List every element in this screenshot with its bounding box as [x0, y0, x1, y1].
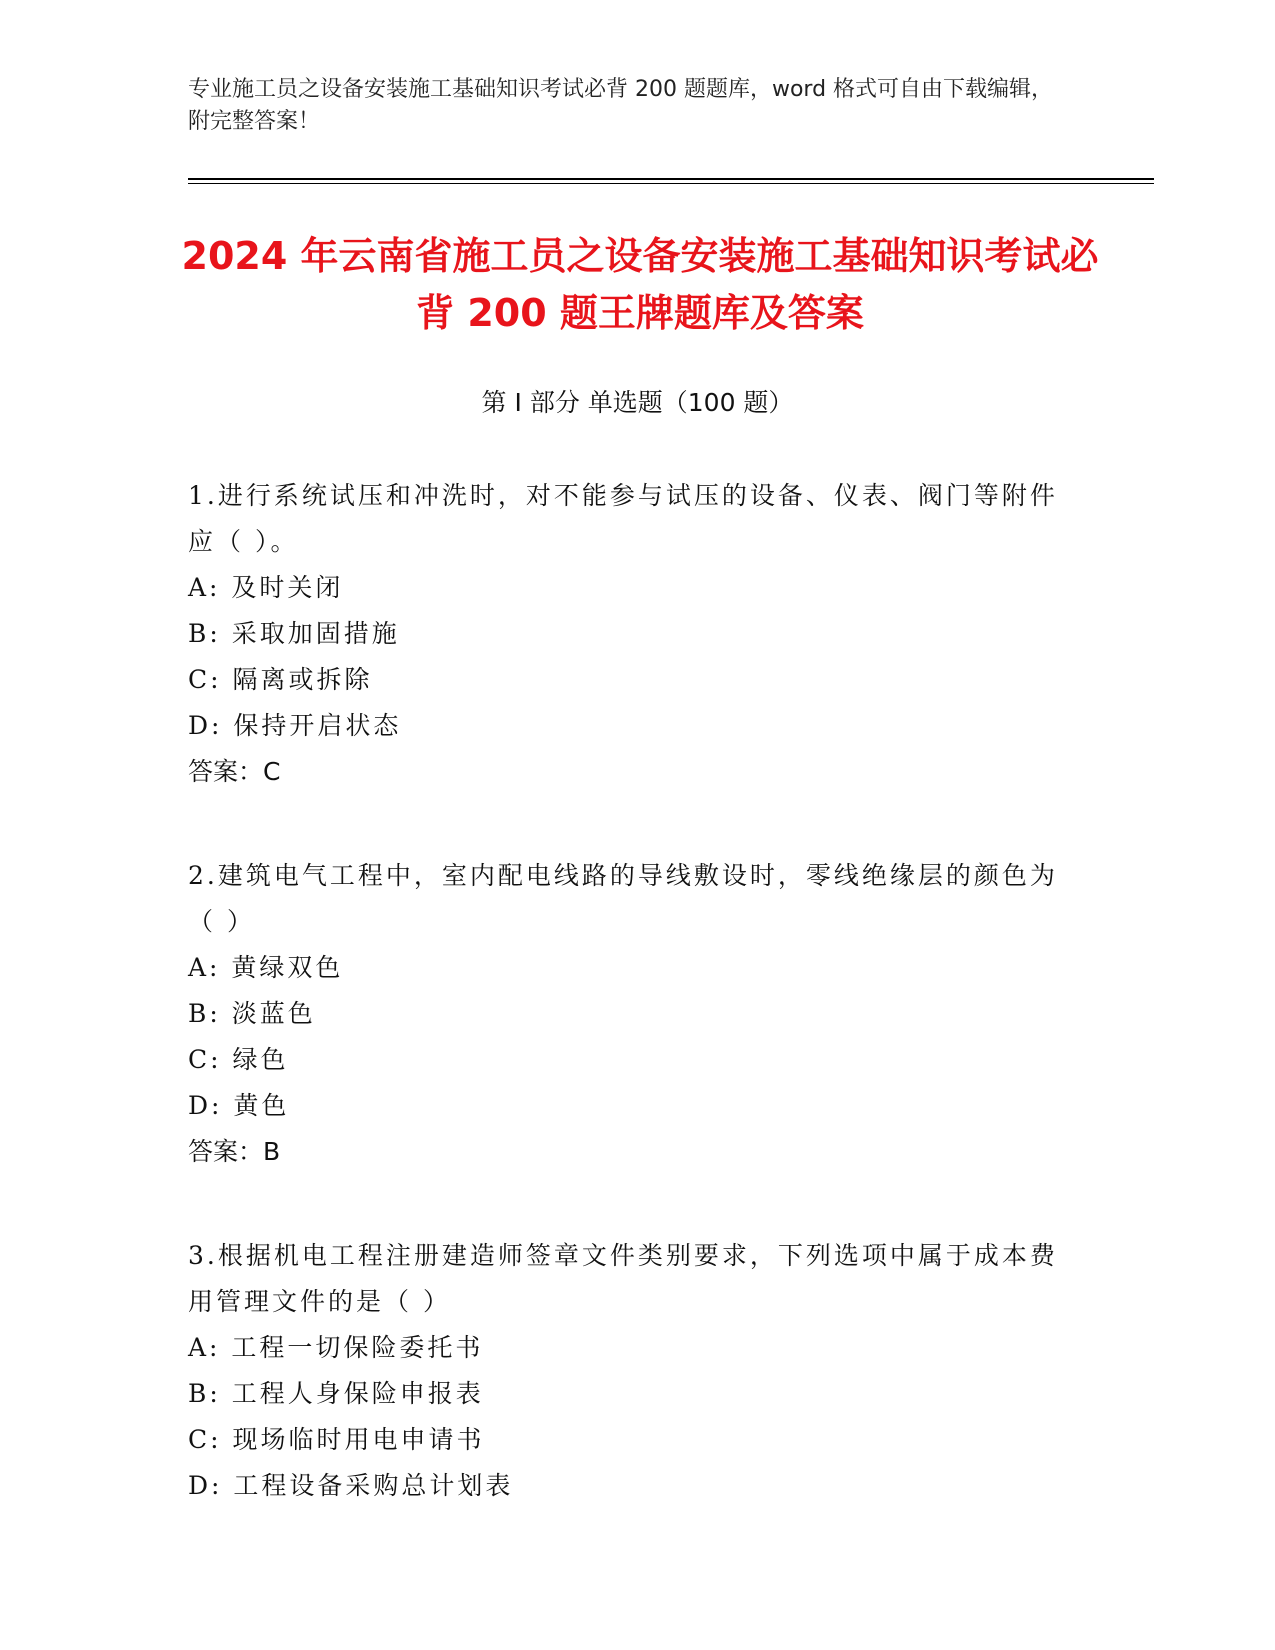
option-a: A: 及时关闭: [188, 573, 344, 602]
question-stem: 1.进行系统试压和冲洗时，对不能参与试压的设备、仪表、阀门等附件应（ ）。: [188, 481, 1058, 556]
header-note: 专业施工员之设备安装施工基础知识考试必背 200 题题库，word 格式可自由下载编辑，附完整答案！: [188, 77, 1054, 134]
header-divider-thick: [188, 178, 1154, 180]
option-b: B: 淡蓝色: [188, 999, 316, 1028]
question-3: [188, 1233, 1058, 1509]
header-divider-thin: [188, 183, 1154, 184]
option-a: A: 黄绿双色: [188, 953, 344, 982]
option-b: B: 采取加固措施: [188, 619, 400, 648]
document-title: 2024 年云南省施工员之设备安装施工基础知识考试必背 200 题王牌题库及答案: [181, 234, 1099, 335]
option-a: A: 工程一切保险委托书: [188, 1333, 484, 1362]
option-b: B: 工程人身保险申报表: [188, 1379, 484, 1408]
answer: 答案：C: [188, 757, 281, 786]
question-1: [188, 473, 1058, 795]
option-c: C: 现场临时用电申请书: [188, 1425, 485, 1454]
question-list: [188, 473, 1058, 1567]
option-c: C: 隔离或拆除: [188, 665, 373, 694]
option-d: D: 黄色: [188, 1091, 290, 1120]
option-d: D: 工程设备采购总计划表: [188, 1471, 514, 1500]
question-2: [188, 853, 1058, 1175]
option-c: C: 绿色: [188, 1045, 289, 1074]
option-d: D: 保持开启状态: [188, 711, 402, 740]
section-title: 第 I 部分 单选题（100 题）: [481, 388, 794, 417]
answer: 答案：B: [188, 1137, 281, 1166]
question-stem: 2.建筑电气工程中，室内配电线路的导线敷设时，零线绝缘层的颜色为（ ）: [188, 861, 1058, 936]
question-stem: 3.根据机电工程注册建造师签章文件类别要求，下列选项中属于成本费用管理文件的是（ ）: [188, 1241, 1058, 1316]
